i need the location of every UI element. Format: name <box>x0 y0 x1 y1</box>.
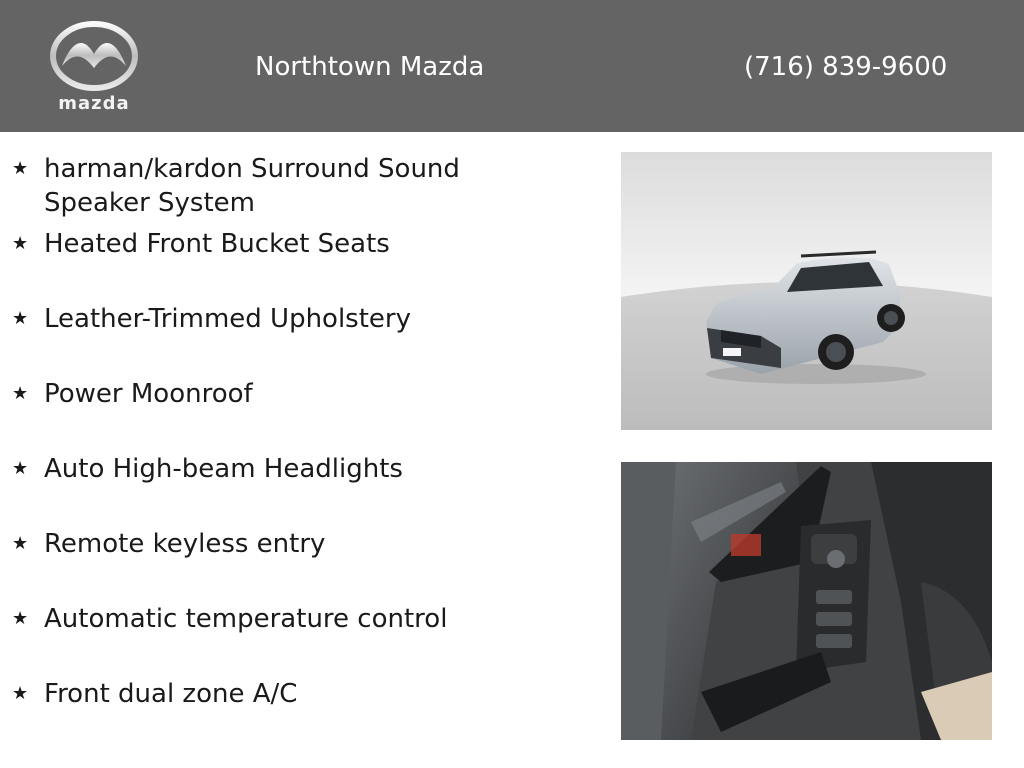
feature-label: Leather-Trimmed Upholstery <box>44 304 411 334</box>
feature-label-line1: harman/kardon Surround Sound <box>44 154 460 184</box>
feature-item <box>0 227 560 261</box>
mazda-logo[interactable] <box>44 20 144 115</box>
feature-label: Remote keyless entry <box>44 529 326 559</box>
feature-item <box>0 152 560 220</box>
feature-label: Power Moonroof <box>44 379 253 409</box>
header-bar <box>0 0 1024 132</box>
feature-label: Auto High-beam Headlights <box>44 454 403 484</box>
door-panel-photo[interactable] <box>621 462 992 740</box>
star-icon: ★ <box>12 533 29 554</box>
feature-label-line2: Speaker System <box>44 188 255 218</box>
star-icon: ★ <box>12 383 29 404</box>
feature-item <box>0 527 560 561</box>
feature-label: Front dual zone A/C <box>44 679 298 709</box>
star-icon: ★ <box>12 308 29 329</box>
suv-exterior-photo[interactable] <box>621 152 992 430</box>
star-icon: ★ <box>12 608 29 629</box>
star-icon: ★ <box>12 458 29 479</box>
feature-item <box>0 302 560 336</box>
feature-label: Automatic temperature control <box>44 604 448 634</box>
dealer-name: Northtown Mazda <box>255 52 485 82</box>
feature-item <box>0 677 560 711</box>
star-icon: ★ <box>12 233 29 254</box>
star-icon: ★ <box>12 158 29 179</box>
feature-label: Heated Front Bucket Seats <box>44 229 390 259</box>
mazda-wordmark: mazda <box>58 93 130 114</box>
feature-item <box>0 452 560 486</box>
feature-item <box>0 377 560 411</box>
star-icon: ★ <box>12 683 29 704</box>
dealer-phone[interactable]: (716) 839-9600 <box>744 52 948 82</box>
feature-list <box>0 152 560 711</box>
mazda-emblem-icon <box>44 20 144 92</box>
suv-image <box>621 152 992 430</box>
feature-item <box>0 602 560 636</box>
door-panel-image <box>621 462 992 740</box>
